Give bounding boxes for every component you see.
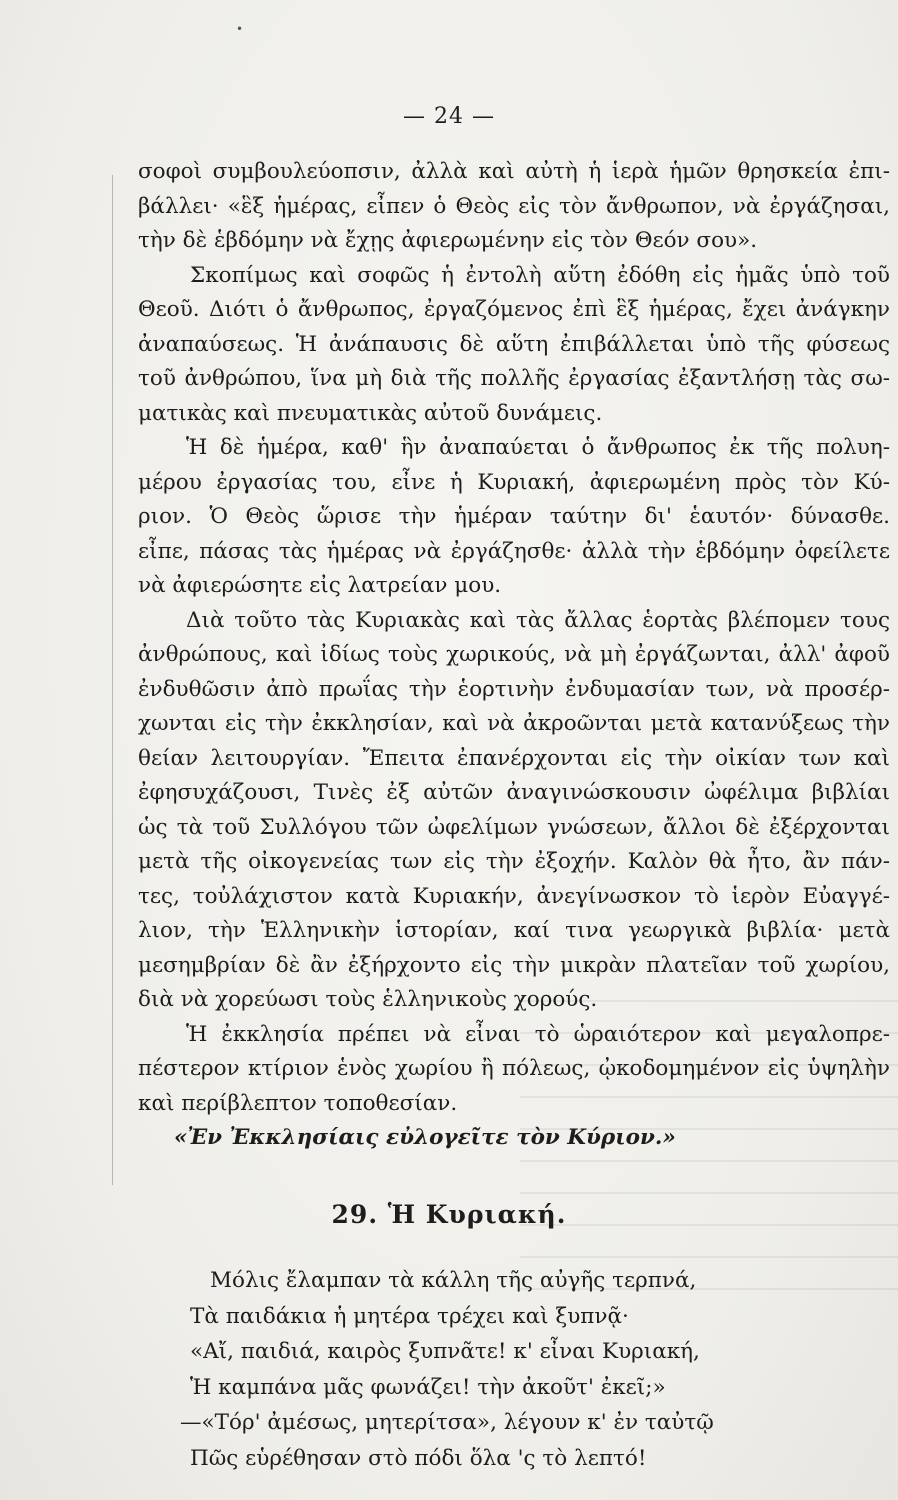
text-line: θείαν λειτουργίαν. Ἔπειτα ἐπανέρχονται εἰς τὴν οἰκίαν των καὶ <box>138 745 890 771</box>
ink-speck: • <box>236 22 244 36</box>
paragraph-5 <box>138 1018 890 1122</box>
text-line: Σκοπίμως καὶ σοφῶς ἡ ἐντολὴ αὕτη ἐδόθη εἰς ἡμᾶς ὑπὸ τοῦ <box>190 262 890 288</box>
poem-line: Ἡ καμπάνα μᾶς φωνάζει! τὴν ἀκοῦτ' ἐκεῖ;» <box>190 1374 666 1400</box>
text-line: τοῦ ἀνθρώπου, ἵνα μὴ διὰ τῆς πολλῆς ἐργασίας ἐξαντλήσῃ τὰς σω- <box>138 366 890 391</box>
text-line: ἐνδυθῶσιν ἀπὸ πρωΐας τὴν ἑορτινὴν ἐνδυμασίαν των, νὰ προσέρ- <box>138 676 890 702</box>
poem <box>180 1263 820 1476</box>
paragraph-4 <box>138 604 890 1018</box>
paragraph-2 <box>138 259 890 432</box>
body-text <box>138 155 890 1156</box>
poem-line: «Αἴ, παιδιά, καιρὸς ξυπνᾶτε! κ' εἶναι Κυριακή, <box>190 1339 700 1364</box>
scripture-quote: «Ἐν Ἐκκλησίαις εὐλογεῖτε τὸν Κύριον.» <box>174 1125 676 1150</box>
text-line: τες, τοὐλάχιστον κατὰ Κυριακήν, ἀνεγίνωσκον τὸ ἱερὸν Εὐαγγέ- <box>138 883 890 909</box>
poem-line: Μόλις ἔλαμπαν τὰ κάλλη τῆς αὐγῆς τερπνά, <box>210 1268 697 1293</box>
poem-line: Τὰ παιδάκια ἡ μητέρα τρέχει καὶ ξυπνᾷ· <box>190 1303 629 1329</box>
text-line: βάλλει· «ἓξ ἡμέρας, εἶπεν ὁ Θεὸς εἰς τὸν ἄνθρωπον, νὰ ἐργάζησαι, <box>138 193 890 219</box>
poem-line: Πῶς εὑρέθησαν στὸ πόδι ὅλα 'ς τὸ λεπτό! <box>190 1445 647 1471</box>
paragraph-3 <box>138 431 890 604</box>
text-line: καὶ περίβλεπτον τοποθεσίαν. <box>138 1090 458 1116</box>
text-line: νὰ ἀφιερώσητε εἰς λατρείαν μου. <box>138 573 502 598</box>
paragraph-1 <box>138 155 890 259</box>
section-title: 29. Ἡ Κυριακή. <box>331 1200 567 1229</box>
text-line: ἀναπαύσεως. Ἡ ἀνάπαυσις δὲ αὕτη ἐπιβάλλεται ὑπὸ τῆς φύσεως <box>138 331 890 357</box>
text-line: ἀνθρώπους, καὶ ἰδίως τοὺς χωρικούς, νὰ μὴ ἐργάζωνται, ἀλλ' ἀφοῦ <box>138 642 890 667</box>
text-line: μετὰ τῆς οἰκογενείας των εἰς τὴν ἐξοχήν. Καλὸν θὰ ἦτο, ἂν πάν- <box>138 849 890 874</box>
text-line: ριον. Ὁ Θεὸς ὥρισε τὴν ἡμέραν ταύτην δι' ἑαυτόν· δύνασθε. <box>138 504 890 529</box>
page-number: — 24 — <box>403 104 495 129</box>
text-line: τὴν δὲ ἑβδόμην νὰ ἔχῃς ἀφιερωμένην εἰς τὸν Θεόν σου». <box>138 228 758 253</box>
text-line: Διὰ τοῦτο τὰς Κυριακὰς καὶ τὰς ἄλλας ἑορτὰς βλέπομεν τους <box>186 607 890 633</box>
text-line: ἐφησυχάζουσι, Τινὲς ἐξ αὐτῶν ἀναγινώσκουσιν ὠφέλιμα βιβλίαι <box>138 780 890 805</box>
text-line: σοφοὶ συμβουλεύοπσιν, ἀλλὰ καὶ αὐτὴ ἡ ἱερὰ ἡμῶν θρησκεία ἐπι- <box>138 159 890 184</box>
text-line: μεσημβρίαν δὲ ἂν ἐξήρχοντο εἰς τὴν μικρὰν πλατεῖαν τοῦ χωρίου, <box>138 952 890 978</box>
text-line: ματικὰς καὶ πνευματικὰς αὐτοῦ δυνάμεις. <box>138 400 603 426</box>
text-line: εἶπε, πάσας τὰς ἡμέρας νὰ ἐργάζησθε· ἀλλὰ τὴν ἑβδόμην ὀφείλετε <box>138 538 890 564</box>
text-line: ὡς τὰ τοῦ Συλλόγου τῶν ὠφελίμων γνώσεων, ἄλλοι δὲ ἐξέρχονται <box>138 814 890 840</box>
text-line: Θεοῦ. Διότι ὁ ἄνθρωπος, ἐργαζόμενος ἐπὶ ἓξ ἡμέρας, ἔχει ἀνάγκην <box>138 297 890 322</box>
poem-line: —«Τόρ' ἀμέσως, μητερίτσα», λέγουν κ' ἐν ταὐτῷ <box>180 1410 714 1435</box>
text-line: Ἡ δὲ ἡμέρα, καθ' ἣν ἀναπαύεται ὁ ἄνθρωπος ἐκ τῆς πολυη- <box>186 435 890 460</box>
pasted-strip-edge <box>112 175 127 1185</box>
text-line: μέρου ἐργασίας του, εἶνε ἡ Κυριακή, ἀφιερωμένη πρὸς τὸν Κύ- <box>138 469 890 495</box>
text-line: λιον, τὴν Ἑλληνικὴν ἱστορίαν, καί τινα γεωργικὰ βιβλία· μετὰ <box>138 918 890 943</box>
text-line: Ἡ ἐκκλησία πρέπει νὰ εἶναι τὸ ὡραιότερον καὶ μεγαλοπρε- <box>186 1021 890 1047</box>
text-line: χωνται εἰς τὴν ἐκκλησίαν, καὶ νὰ ἀκροῶνται μετὰ κατανύξεως τὴν <box>138 711 890 736</box>
text-line: διὰ νὰ χορεύωσι τοὺς ἑλληνικοὺς χορούς. <box>138 987 598 1012</box>
text-line: πέστερον κτίριον ἑνὸς χωρίου ἢ πόλεως, ᾠκοδομημένον εἰς ὑψηλὴν <box>138 1056 890 1081</box>
